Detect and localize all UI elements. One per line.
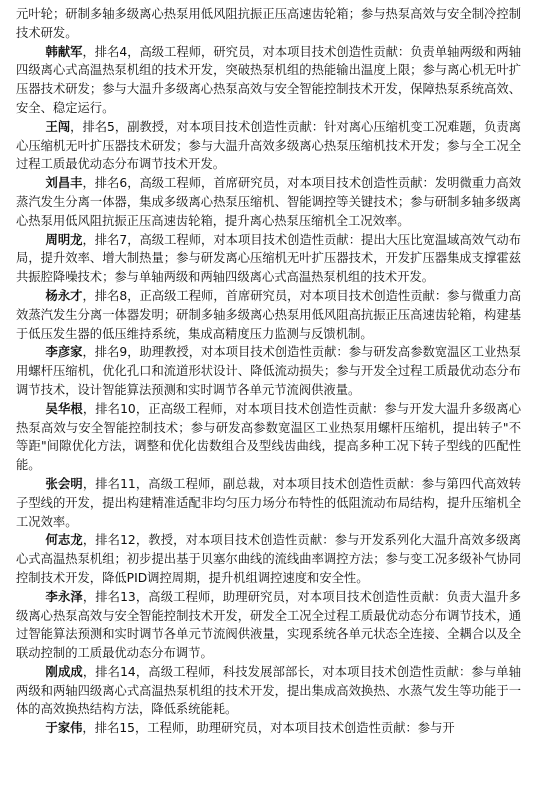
contributor-description: ，排名14，高级工程师，科技发展部部长，对本项目技术创造性贡献：参与单轴两级和两轴四级离心式高温热泵机组的技术开发，提出集成高效换热、水蒸气发生等功能于一体的高效换热结构方法，降低系统能耗。	[16, 664, 521, 717]
contributor-entry	[16, 118, 521, 174]
contributor-entry	[16, 343, 521, 399]
contributor-entry	[16, 531, 521, 587]
contributor-name: 于家伟	[45, 721, 83, 736]
contributor-description: ，排名7，高级工程师，对本项目技术创造性贡献：提出大压比宽温域高效气动布局，提升效率、增大制热量；参与研发离心压缩机无叶扩压器技术，开发扩压器集成支撑霍兹共振腔降噪技术；参与单轴两级和两轴四级离心式高温热泵机组的技术开发。	[16, 232, 521, 285]
contributor-description: ，排名10，正高级工程师，对本项目技术创造性贡献：参与开发大温升多级离心热泵高效与安全智能控制技术；参与研发高参数宽温区工业热泵用螺杆压缩机，提出转子"不等距"间隙优化方法，调整和优化齿数组合及型线齿曲线，提高多种工况下转子型线的匹配性能。	[16, 401, 521, 473]
contributor-entry	[16, 400, 521, 475]
contributor-entry	[16, 174, 521, 230]
contributor-description: ，排名15，工程师，助理研究员，对本项目技术创造性贡献：参与开	[82, 721, 455, 736]
contributor-name: 韩献军	[45, 44, 83, 59]
contributor-entry	[16, 588, 521, 663]
contributor-list	[16, 43, 521, 738]
contributor-entry	[16, 287, 521, 343]
contributor-name: 杨永才	[45, 288, 83, 303]
contributor-name: 李永泽	[45, 589, 83, 604]
contributor-entry	[16, 719, 521, 738]
contributor-description: ，排名5，副教授，对本项目技术创造性贡献：针对离心压缩机变工况难题，负责离心压缩机无叶扩压器技术研发；参与大温升高效多级离心热泵压缩机技术开发；参与全工况全过程工质最优动态分布调节技术开发。	[16, 119, 521, 172]
contributor-name: 刚成成	[45, 664, 83, 679]
contributor-name: 刘昌丰	[45, 176, 83, 191]
contributor-entry	[16, 43, 521, 118]
contributor-description: ，排名13，高级工程师，助理研究员，对本项目技术创造性贡献：负责大温升多级离心热泵高效与安全智能控制技术开发，研发全工况全过程工质最优动态分布调节技术，通过智能算法预测和实时调节各单元节流阀供液量，实现系统各单元状态全连接、全耦合以及全联动控制的工质最优动态分布调节。	[16, 589, 521, 661]
contributor-name: 周明龙	[45, 232, 83, 247]
contributor-entry	[16, 663, 521, 719]
contributor-description: ，排名12，教授，对本项目技术创造性贡献：参与开发系列化大温升高效多级离心式高温热泵机组；初步提出基于贝塞尔曲线的流线曲率调控方法；参与变工况多级补气协同控制技术开发，降低PID调控周期，提升机组调控速度和安全性。	[16, 533, 521, 585]
contributor-name: 张会明	[45, 476, 83, 491]
contributor-entry	[16, 231, 521, 287]
contributor-name: 何志龙	[45, 533, 83, 548]
contributor-description: ，排名6，高级工程师，首席研究员，对本项目技术创造性贡献：发明微重力高效蒸汽发生分离一体器，集成多级离心热泵压缩机、智能调控等关键技术；参与研制多轴多级离心热泵用低风阻抗振正压高速齿轮箱，提升离心热泵压缩机全工况效率。	[16, 176, 521, 228]
contributor-description: ，排名9，助理教授，对本项目技术创造性贡献：参与研发高参数宽温区工业热泵用螺杆压缩机，优化孔口和流道形状设计、降低流动损失；参与开发全过程工质最优动态分布调节技术，设计智能算法预测和实时调节各单元节流阀供液量。	[16, 345, 521, 397]
contributor-name: 李彦家	[45, 345, 83, 360]
intro-paragraph: 元叶轮；研制多轴多级离心热泵用低风阻抗振正压高速齿轮箱；参与热泵高效与安全制冷控制技术研发。	[16, 7, 521, 40]
contributor-entry	[16, 475, 521, 531]
contributor-name: 王闯	[45, 119, 71, 134]
contributor-name: 吴华根	[45, 401, 83, 416]
contributor-description: ，排名11，高级工程师，副总裁，对本项目技术创造性贡献：参与第四代高效转子型线的开发，提出构建精准适配非均匀压力场分布特性的低阻流动布局结构，提升压缩机全工况效率。	[16, 476, 521, 529]
contributor-description: ，排名4，高级工程师，研究员，对本项目技术创造性贡献：负责单轴两级和两轴四级离心式高温热泵机组的技术开发，突破热泵机组的热能输出温度上限；参与离心机无叶扩压器技术研发；参与大温升多级离心热泵高效与安全智能控制技术开发，保障热泵系统高效、安全、稳定运行。	[16, 44, 521, 115]
contributor-description: ，排名8，正高级工程师，首席研究员，对本项目技术创造性贡献：参与微重力高效蒸汽发生分离一体器发明；研制多轴多级离心热泵用低风阻高抗振正压高速齿轮箱，构建基于低压发生器的低压维持系统，集成高精度压力监测与反馈机制。	[16, 288, 521, 341]
